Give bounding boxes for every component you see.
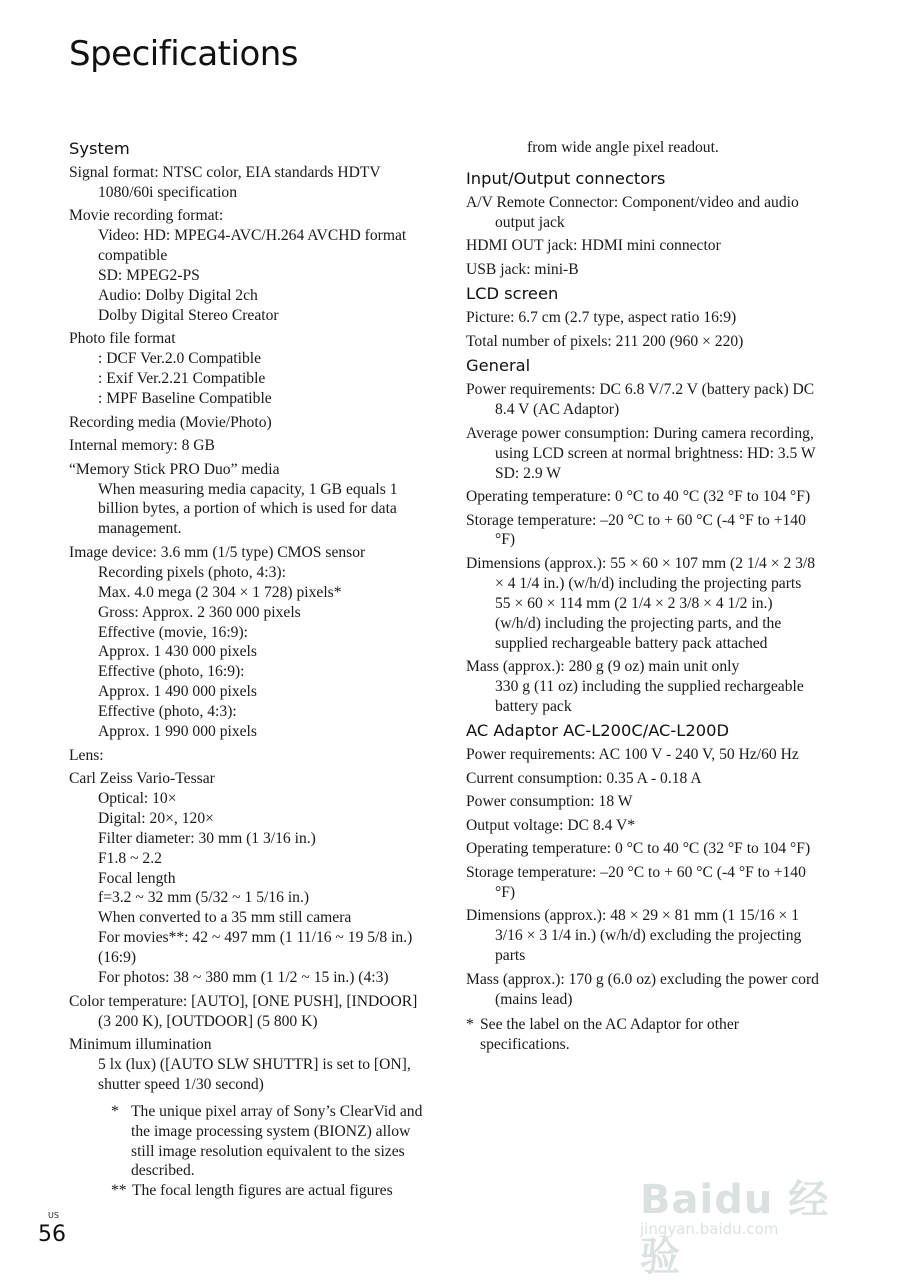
section-heading-system: System [69,139,130,158]
watermark-logo: Baidu 经验 [640,1177,830,1280]
spec-adaptor-power: Power consumption: 18 W [466,793,633,811]
spec-eff-movie: Approx. 1 430 000 pixels [98,643,257,661]
right-column [466,138,821,1055]
page-title: Specifications [69,34,299,74]
spec-memory-stick [69,460,434,540]
spec-color-temp: Color temperature: [AUTO], [ONE PUSH], [INDOOR] (3 200 K), [OUTDOOR] (5 800 K) [69,992,418,1030]
spec-label: Photo file format [69,330,176,348]
footnote-text: The focal length figures are actual figures [132,1182,393,1200]
spec-adaptor-op-temp: Operating temperature: 0 °C to 40 °C (32 °F to 104 °F) [466,840,811,858]
spec-photos: For photos: 38 ~ 380 mm (1 1/2 ~ 15 in.) (4:3) [98,969,389,987]
spec-usb: USB jack: mini-B [466,260,579,278]
spec-dimensions-main: Dimensions (approx.): 55 × 60 × 107 mm (2 1/4 × 2 3/8 × 4 1/4 in.) (w/h/d) including the projecting parts [466,554,816,592]
spec-eff-photo169: Approx. 1 490 000 pixels [98,683,257,701]
spec-eff-movie-label: Effective (movie, 16:9): [98,623,248,641]
section-heading-adaptor: AC Adaptor AC-L200C/AC-L200D [466,721,729,741]
spec-min-illum [69,1035,434,1095]
spec-av-remote: A/V Remote Connector: Component/video and audio output jack [466,193,799,231]
watermark-url: jingyan.baidu.com [640,1220,779,1238]
spec-hdmi: HDMI OUT jack: HDMI mini connector [466,237,721,255]
spec-photo-exif: : Exif Ver.2.21 Compatible [98,370,266,388]
spec-max-pixels: Max. 4.0 mega (2 304 × 1 728) pixels* [98,583,342,601]
spec-eff-photo43-label: Effective (photo, 4:3): [98,703,237,721]
spec-label: Minimum illumination [69,1036,212,1053]
spec-dimensions-alt: 55 × 60 × 114 mm (2 1/4 × 2 3/8 × 4 1/2 in.) (w/h/d) including the projecting parts, and the supplied rechargeable battery pack attached [495,594,782,652]
spec-lcd-pixels: Total number of pixels: 211 200 (960 × 220) [466,332,744,350]
spec-focal-label: Focal length [98,869,176,887]
spec-movies: For movies**: 42 ~ 497 mm (1 11/16 ~ 19 5/8 in.) (16:9) [98,929,413,967]
spec-internal-memory: Internal memory: 8 GB [69,437,215,455]
spec-adaptor-mass: Mass (approx.): 170 g (6.0 oz) excluding the power cord (mains lead) [466,970,819,1008]
spec-movie-audio2: Dolby Digital Stereo Creator [98,306,279,324]
section-heading-general: General [466,356,531,376]
spec-adaptor-output: Output voltage: DC 8.4 V* [466,816,636,834]
footnote-text: The unique pixel array of Sony’s ClearVid and the image processing system (BIONZ) allow still image resolution equivalent to the sizes described. [131,1102,423,1180]
spec-mass-alt: 330 g (11 oz) including the supplied rechargeable battery pack [495,677,804,715]
spec-min-illum-value: 5 lx (lux) ([AUTO SLW SHUTTR] is set to [ON], shutter speed 1/30 second) [98,1055,411,1093]
spec-photo-dcf: : DCF Ver.2.0 Compatible [98,350,262,368]
spec-fnum: F1.8 ~ 2.2 [98,849,162,867]
spec-lens-name: Carl Zeiss Vario-Tessar [69,770,215,788]
spec-movie-audio: Audio: Dolby Digital 2ch [98,287,258,305]
spec-movie-video: Video: HD: MPEG4-AVC/H.264 AVCHD format compatible [98,227,407,265]
spec-power-req: Power requirements: DC 6.8 V/7.2 V (battery pack) DC 8.4 V (AC Adaptor) [466,381,815,419]
page-region-label: US [48,1211,59,1220]
spec-memory-note: When measuring media capacity, 1 GB equals 1 billion bytes, a portion of which is used for data management. [98,480,398,538]
footnote-1 [69,1102,434,1182]
spec-avg-power: Average power consumption: During camera recording, using LCD screen at normal brightness: HD: 3.5 W SD: 2.9 W [466,424,816,482]
spec-mass [466,657,821,717]
footnote-text: See the label on the AC Adaptor for other specifications. [480,1016,739,1054]
footnote-mark: ** [111,1182,127,1200]
spec-lens-details [69,769,434,988]
spec-recording-media: Recording media (Movie/Photo) [69,413,272,431]
spec-adaptor-power-req: Power requirements: AC 100 V - 240 V, 50 Hz/60 Hz [466,746,799,764]
watermark [640,1168,860,1280]
spec-image-device [69,543,434,742]
spec-dimensions [466,554,821,654]
spec-adaptor-dimensions: Dimensions (approx.): 48 × 29 × 81 mm (1 15/16 × 1 3/16 × 3 1/4 in.) (w/h/d) excluding the projecting parts [466,907,802,965]
section-heading-lcd: LCD screen [466,284,559,304]
spec-adaptor-storage-temp: Storage temperature: –20 °C to + 60 °C (-4 °F to +140 °F) [466,863,806,901]
footnote-mark: * [466,1016,474,1034]
spec-digital: Digital: 20×, 120× [98,809,214,827]
spec-signal-format: Signal format: NTSC color, EIA standards HDTV 1080/60i specification [69,164,381,201]
spec-storage-temp: Storage temperature: –20 °C to + 60 °C (-4 °F to +140 °F) [466,511,806,549]
spec-photo-format [69,329,434,409]
spec-movie-format [69,206,434,325]
spec-op-temp: Operating temperature: 0 °C to 40 °C (32 °F to 104 °F) [466,488,811,506]
spec-rec-pixels: Recording pixels (photo, 4:3): [98,563,286,581]
spec-lcd-picture: Picture: 6.7 cm (2.7 type, aspect ratio 16:9) [466,309,737,327]
footnote-2 [69,1181,434,1201]
spec-focal: f=3.2 ~ 32 mm (5/32 ~ 1 5/16 in.) [98,889,310,907]
spec-eff-photo43: Approx. 1 990 000 pixels [98,723,257,741]
spec-converted: When converted to a 35 mm still camera [98,909,352,927]
spec-label: “Memory Stick PRO Duo” media [69,460,280,478]
spec-lens: Lens: [69,746,104,764]
page-number: 56 [38,1222,66,1247]
left-column [69,138,434,1201]
spec-optical: Optical: 10× [98,789,177,807]
spec-label: Image device: 3.6 mm (1/5 type) CMOS sensor [69,543,366,561]
spec-adaptor-current: Current consumption: 0.35 A - 0.18 A [466,769,702,787]
spec-eff-photo169-label: Effective (photo, 16:9): [98,663,245,681]
section-heading-io: Input/Output connectors [466,168,666,188]
adaptor-footnote [466,1015,821,1055]
footnote-2-continued: from wide angle pixel readout. [527,139,719,156]
spec-gross: Gross: Approx. 2 360 000 pixels [98,603,301,621]
spec-movie-sd: SD: MPEG2-PS [98,267,200,285]
spec-photo-mpf: : MPF Baseline Compatible [98,390,272,408]
spec-label: Movie recording format: [69,207,224,225]
spec-filter: Filter diameter: 30 mm (1 3/16 in.) [98,829,316,847]
footnote-mark: * [111,1102,119,1120]
spec-mass-main: Mass (approx.): 280 g (9 oz) main unit only [466,658,740,676]
